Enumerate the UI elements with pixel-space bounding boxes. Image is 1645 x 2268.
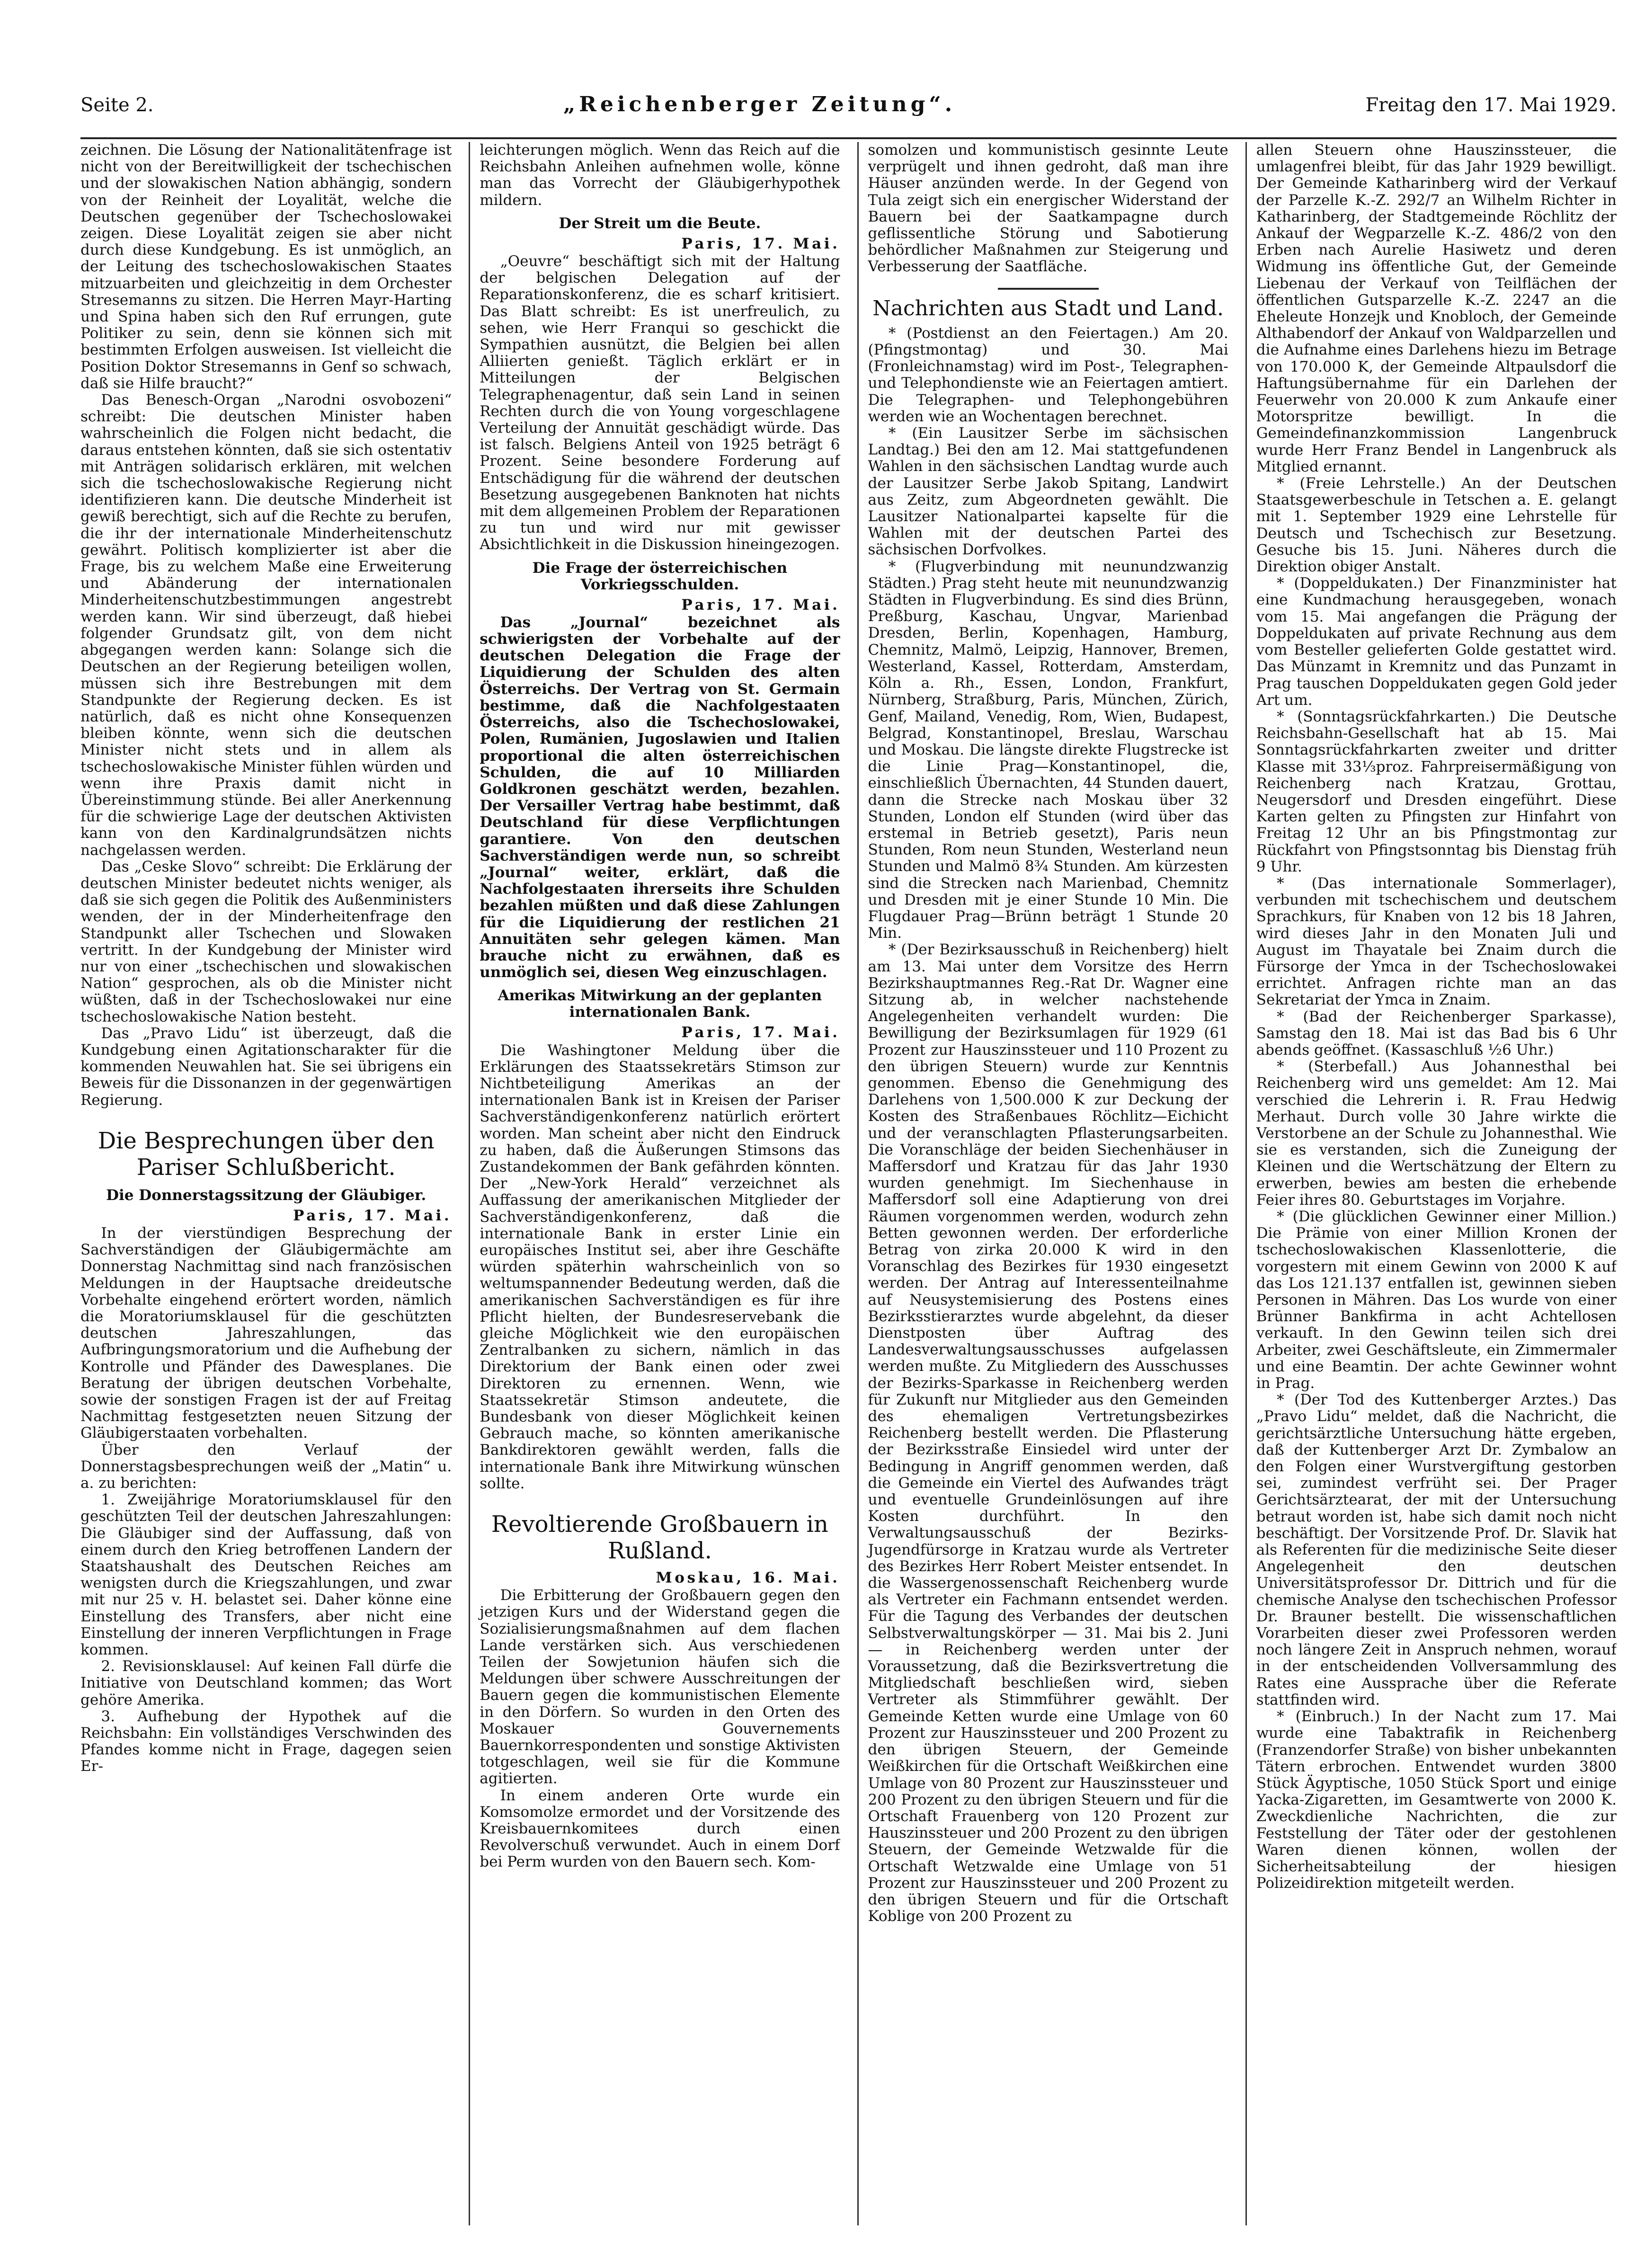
page-number: Seite 2. (80, 94, 154, 116)
article-paragraph: 2. Revisionsklausel: Auf keinen Fall dürfe die Initiative von Deutschland kommen; das Wort gehöre Amerika. (80, 1658, 452, 1708)
headline: Die Besprechungen über den Pariser Schlußbericht. (98, 1127, 435, 1181)
news-item: * (Einbruch.) In der Nacht zum 17. Mai wurde eine Tabaktrafik in Reichenberg (Franzendorfer Straße) von bisher unbekannten Tätern erbrochen. Entwendet wurden 3800 Stück Ägyptische, 1050 Stück Sport und einige Yacka-Zigaretten, im Gesamtwerte von 2000 K. Zweckdienliche Nachrichten, die zur Feststellung der Täter oder der gestohlenen Waren dienen können, wollen der Sicherheitsabteilung der hiesigen Polizeidirektion mitgeteilt werden. (1256, 1708, 1617, 1892)
column-4 (1245, 142, 1617, 2225)
article-paragraph: 3. Aufhebung der Hypothek auf die Reichsbahn: Ein vollständiges Verschwinden des Pfandes komme nicht in Frage, dagegen seien Er- (80, 1708, 452, 1775)
article-paragraph: Die Washingtoner Meldung über die Erklärungen des Staatssekretärs Stimson zur Nichtbeteiligung Amerikas an der internationalen Bank ist in Kreisen der Pariser Sachverständigenkonferenz natürlich erörtert worden. Man scheint aber nicht den Eindruck zu haben, daß die Äußerungen Stimsons das Zustandekommen der Bank gefährden könnten. Der „New-York Herald“ verzeichnet als Auffassung der amerikanischen Mitglieder der Sachverständigenkonferenz, daß die internationale Bank in erster Linie ein europäisches Institut sei, aber ihre Geschäfte würden späterhin wahrscheinlich von so weltumspannender Bedeutung werden, daß die amerikanischen Sachverständigen es für ihre Pflicht hielten, der Bundesreservebank die gleiche Möglichkeit wie den europäischen Zentralbanken zu sichern, nämlich in das Direktorium der Bank einen oder zwei Direktoren zu ernennen. Wenn, wie Staatssekretär Stimson andeutete, die Bundesbank von dieser Möglichkeit keinen Gebrauch mache, so könnten amerikanische Bankdirektoren gewählt werden, falls die internationale Bank ihre Mitwirkung wünschen sollte. (480, 1041, 840, 1492)
news-item: * (Sonntagsrückfahrkarten.) Die Deutsche Reichsbahn-Gesellschaft hat ab 15. Mai Sonntagsrückfahrkarten zweiter und dritter Klasse mit 33⅓proz. Fahrpreisermäßigung von Reichenberg nach Kratzau, Grottau, Neugersdorf und Dresden eingeführt. Diese Karten gelten zu Pfingsten zur Hinfahrt von Freitag 12 Uhr an bis Pfingstmontag zur Rückfahrt von Pfingstsonntag bis Dienstag früh 9 Uhr. (1256, 708, 1617, 875)
article-paragraph: leichterungen möglich. Wenn das Reich auf die Reichsbahn Anleihen aufnehmen wolle, könne man das Vorrecht der Gläubigerhypothek mildern. (480, 142, 840, 209)
headline: Revoltierende Großbauern in Rußland. (491, 1511, 828, 1565)
article-paragraph: Über den Verlauf der Donnerstagsbesprechungen weiß der „Matin“ u. a. zu berichten: (80, 1441, 452, 1492)
article-paragraph: 1. Zweijährige Moratoriumsklausel für den geschützten Teil der deutschen Jahreszahlungen: Die Gläubiger sind der Auffassung, daß von einem durch den Krieg betroffenen Landern der Staatshaushalt des Deutschen Reiches am wenigsten durch die Kriegszahlungen, und zwar mit nur 25 v. H. belastet sei. Daher könne eine Einstellung des Transfers, aber nicht eine Einstellung der inneren Verpflichtungen in Frage kommen. (80, 1491, 452, 1659)
dateline: Paris, 17. Mai. (293, 1207, 452, 1224)
news-item: * (Das internationale Sommerlager), verbunden mit tschechischem und deutschem Sprachkurs, für Knaben von 12 bis 18 Jahren, wird dieses Jahr in den Monaten Juli und August im Thayatale bei Znaim durch die Fürsorge der Ymca in der Tschechoslowakei errichtet. Anfragen richte man an das Sekretariat der Ymca in Znaim. (1256, 874, 1617, 1009)
news-item: * (Doppeldukaten.) Der Finanzminister hat eine Kundmachung herausgegeben, wonach vom 15. Mai angefangen die Prägung der Doppeldukaten auf private Rechnung aus dem vom Besteller gelieferten Golde gestattet wird. Das Münzamt in Kremnitz und das Punzamt in Prag tauschen Doppeldukaten gegen Gold jeder Art um. (1256, 575, 1617, 709)
article-paragraph: „Oeuvre“ beschäftigt sich mit der Haltung der belgischen Delegation auf der Reparationskonferenz, die es scharf kritisiert. Das Blatt schreibt: Es ist unerfreulich, zu sehen, wie Herr Franqui so geschickt die Sympathien ausnützt, die Belgien bei allen Alliierten genießt. Täglich erklärt er in Mitteilungen der Belgischen Telegraphenagentur, daß sein Land in seinen Rechten durch die von Young vorgeschlagene Verteilung der Annuität geschädigt würde. Das ist falsch. Belgiens Anteil von 1925 beträgt 6 Prozent. Seine besondere Forderung auf Entschädigung für die während der deutschen Besetzung ausgegebenen Banknoten hat nichts mit dem allgemeinen Problem der Reparationen zu tun und wird nur mit gewisser Absichtlichkeit in die Diskussion hineingezogen. (480, 253, 840, 553)
news-item: allen Steuern ohne Hauszinssteuer, die umlagenfrei bleibt, für das Jahr 1929 bewilligt. Der Gemeinde Katharinberg wird der Verkauf der Parzelle K.-Z. 292/7 an Wilhelm Richter in Katharinberg, der Stadtgemeinde Röchlitz der Ankauf der Wegparzelle K.-Z. 486/2 von den Erben nach Aurelie Hasiwetz und deren Widmung ins öffentliche Gut, der Gemeinde Liebenau der Verkauf von Teilflächen der öffentlichen Gutsparzelle K.-Z. 2247 an die Eheleute Honzejk und Knobloch, der Gemeinde Althabendorf der Ankauf von Waldparzellen und die Aufnahme eines Darlehens hiezu im Betrage von 170.000 K, der Gemeinde Altpaulsdorf die Haftungsübernahme für ein Darlehen der Feuerwehr von 20.000 K zum Ankaufe einer Motorspritze bewilligt. In die Gemeindefinanzkommission Langenbruck wurde Herr Franz Bendel in Langenbruck als Mitglied ernannt. (1256, 142, 1617, 475)
column-3 (857, 142, 1228, 2225)
article-paragraph: In einem anderen Orte wurde ein Komsomolze ermordet und der Vorsitzende des Kreisbauernkomitees durch einen Revolverschuß verwundet. Auch in einem Dorf bei Perm wurden von den Bauern sech. Kom- (480, 1787, 840, 1871)
article-paragraph: Das Benesch-Organ „Narodni osvobozeni“ schreibt: Die deutschen Minister haben wahrscheinlich die Folgen nicht bedacht, die daraus entstehen könnten, daß sie sich ostentativ mit Anträgen solidarisch erklären, mit welchen sich die tschechoslowakische Regierung nicht identifizieren kann. Die deutsche Minderheit ist gewiß berechtigt, sich auf die Rechte zu berufen, die ihr der internationale Minderheitenschutz gewährt. Politisch komplizierter ist aber die Frage, bis zu welchem Maße eine Erweiterung und Abänderung der internationalen Minderheitenschutzbestimmungen angestrebt werden kann. Wir sind überzeugt, daß hiebei folgender Grundsatz gilt, von dem nicht abgegangen werden kann: Solange sich die Deutschen an der Regierung beteiligen wollen, müssen sich ihre Bestrebungen mit dem Standpunkte der Regierung decken. Es ist natürlich, daß es nicht ohne Konsequenzen bleiben könnte, wenn sich die deutschen Minister nicht stets und in allem als tschechoslowakische Minister fühlen würden und wenn ihre Praxis damit nicht in Übereinstimmung stünde. Bei aller Anerkennung für die schwierige Lage der deutschen Aktivisten kann von den Kardinalgrundsätzen nichts nachgelassen werden. (80, 391, 452, 859)
dateline: Moskau, 16. Mai. (656, 1569, 840, 1587)
columns (80, 142, 1617, 2225)
article-paragraph: In der vierstündigen Besprechung der Sachverständigen der Gläubigermächte am Donnerstag Nachmittag sind nach französischen Meldungen in der Hauptsache dreideutsche Vorbehalte eingehend erörtert worden, nämlich die Moratoriumsklausel für die geschützten deutschen Jahreszahlungen, das Aufbringungsmoratorium und die Aufhebung der Kontrolle und Pfänder des Dawesplanes. Die Beratung der übrigen deutschen Vorbehalte, sowie der sonstigen Fragen ist der auf Freitag Nachmittag festgesetzten neuen Sitzung der Gläubigerstaaten vorbehalten. (80, 1224, 452, 1442)
dateline: Paris, 17. Mai. (681, 596, 840, 614)
news-item: * (Freie Lehrstelle.) An der Deutschen Staatsgewerbeschule in Tetschen a. E. gelangt mit 1. September 1929 eine Lehrstelle für Deutsch und Tschechisch zur Besetzung. Gesuche bis 15. Juni. Näheres durch die Direktion obiger Anstalt. (1256, 475, 1617, 576)
article-paragraph: Das „Pravo Lidu“ ist überzeugt, daß die Kundgebung einen Agitationscharakter für die kommenden Neuwahlen hat. Sie sei übrigens ein Beweis für die Dissonanzen in der gegenwärtigen Regierung. (80, 1024, 452, 1109)
article-paragraph: zeichnen. Die Lösung der Nationalitätenfrage ist nicht von der Bereitwilligkeit der tschechischen und der slowakischen Nation abhängig, sondern von der Reinheit der Loyalität, welche die Deutschen gegenüber der Tschechoslowakei zeigen. Diese Loyalität zeigen sie aber nicht durch diese Kundgebung. Es ist unmöglich, an der Leitung des tschechoslowakischen Staates mitzuarbeiten und gleichzeitig in dem Orchester Stresemanns zu sitzen. Die Herren Mayr-Harting und Spina haben sich den Ruf errungen, gute Politiker zu sein, denn sie können sich mit bestimmten Erfolgen ausweisen. Ist vielleicht die Position Doktor Stresemanns in Genf so schwach, daß sie Hilfe braucht?“ (80, 142, 452, 392)
article-paragraph: Das „Ceske Slovo“ schreibt: Die Erklärung der deutschen Minister bedeutet nichts weniger, als daß sie sich gegen die Politik des Außenministers wenden, der in der Minderheitenfrage den Standpunkt aller Tschechen und Slowaken vertritt. In der Kundgebung der Minister wird nur von einer „tschechischen und slowakischen Nation“ gesprochen, als ob die Minister nicht wüßten, daß in der Tschechoslowakei nur eine tschechoslowakische Nation besteht. (80, 858, 452, 1025)
header-rule (80, 137, 1617, 139)
news-item: * (Der Bezirksausschuß in Reichenberg) hielt am 13. Mai unter dem Vorsitze des Herrn Bezirkshauptmannes Reg.-Rat Dr. Wagner eine Sitzung ab, in welcher nachstehende Angelegenheiten verhandelt wurden: Die Bewilligung der Bezirksumlagen für 1929 (61 Prozent zur Hauszinssteuer und 110 Prozent zu den übrigen Steuern) wurde zur Kenntnis genommen. Ebenso die Genehmigung des Darlehens von 1,500.000 K zur Deckung der Kosten des Straßenbaues Röchlitz—Eichicht und der veranschlagten Pflasterungsarbeiten. Die Voranschläge der beiden Siechenhäuser in Maffersdorf und Kratzau für das Jahr 1930 wurden genehmigt. Im Siechenhause in Maffersdorf soll eine Adaptierung von drei Räumen vorgenommen werden, wodurch zehn Betten gewonnen werden. Der erforderliche Betrag von zirka 20.000 K wird in den Voranschlag des Bezirkes für 1930 eingesetzt werden. Der Antrag auf Interessenteilnahme auf Neusystemisierung des Postens eines Bezirksstierarztes wurde abgelehnt, da dieser Dienstposten über Auftrag des Landesverwaltungsausschusses aufgelassen werden mußte. Zu Mitgliedern des Ausschusses der Bezirks-Sparkasse in Reichenberg werden für Zukunft nur Mitglieder aus den Gemeinden des ehemaligen Vertretungsbezirkes Reichenberg bestellt werden. Die Pflasterung der Bezirksstraße Einsiedel wird unter der Bedingung in Angriff genommen werden, daß die Gemeinde ein Viertel des Aufwandes trägt und eventuelle Grundeinlösungen auf ihre Kosten durchführt. In den Verwaltungsausschuß der Bezirks-Jugendfürsorge in Kratzau wurde als Vertreter des Bezirkes Herr Robert Meister entsendet. In die Wassergenossenschaft Reichenberg wurde als Vertreter ein Fachmann entsendet werden. Für die Tagung des Verbandes der deutschen Selbstverwaltungskörper — 31. Mai bis 2. Juni — in Reichenberg werden unter der Voraussetzung, daß die Bezirksvertretung die Mitgliedschaft beschließen wird, sieben Vertreter als Stimmführer gewählt. Der Gemeinde Ketten wurde eine Umlage von 60 Prozent zur Hauszinssteuer und 200 Prozent zu den übrigen Steuern, der Gemeinde Weißkirchen für die Ortschaft Weißkirchen eine Umlage von 80 Prozent zur Hauszinssteuer und 200 Prozent zu den übrigen Steuern und für die Ortschaft Frauenberg von 120 Prozent zur Hauszinssteuer und 200 Prozent zu den übrigen Steuern, der Gemeinde Wetzwalde für die Ortschaft Wetzwalde eine Umlage von 51 Prozent zur Hauszinssteuer und 200 Prozent zu den übrigen Steuern und für die Ortschaft Koblige von 200 Prozent zu (868, 941, 1228, 1925)
news-item: * (Die glücklichen Gewinner einer Million.) Die Prämie von einer Million Kronen der tschechoslowakischen Klassenlotterie, die vorgestern mit einem Gewinn von 2000 K auf das Los 121.137 entfallen ist, gewinnen sieben Personen in Mähren. Das Los wurde von einer Brünner Bankfirma in acht Achtellosen verkauft. In den Gewinn teilen sich drei Arbeiter, zwei Geschäftsleute, ein Zimmermaler und eine Beamtin. Der achte Gewinner wohnt in Prag. (1256, 1208, 1617, 1392)
article-paragraph: Das „Journal“ bezeichnet als schwierigsten der Vorbehalte auf der deutschen Delegation die Frage der Liquidierung der Schulden des alten Österreichs. Der Vertrag von St. Germain bestimme, daß die Nachfolgestaaten Österreichs, also die Tschechoslowakei, Polen, Rumänien, Jugoslawien und Italien proportional die alten österreichischen Schulden, die auf 10 Milliarden Goldkronen geschätzt werden, bezahlen. Der Versailler Vertrag habe bestimmt, daß Deutschland für diese Verpflichtungen garantiere. Von den deutschen Sachverständigen werde nun, so schreibt „Journal“ weiter, erklärt, daß die Nachfolgestaaten ihrerseits ihre Schulden bezahlen müßten und daß diese Zahlungen für die Liquidierung der restlichen 21 Annuitäten sehr gelegen kämen. Man brauche nicht zu erwähnen, daß es unmöglich sei, diesen Weg einzuschlagen. (480, 614, 840, 981)
news-item: * (Postdienst an den Feiertagen.) Am 20. (Pfingstmontag) und 30. Mai (Fronleichnamstag) wird im Post-, Telegraphen- und Telephondienste wie an Feiertagen amtiert. Die Telegraphen- und Telephongebühren werden wie an Wochentagen berechnet. (868, 324, 1228, 425)
dateline: Paris, 17. Mai. (681, 1024, 840, 1041)
news-item: * (Sterbefall.) Aus Johannesthal bei Reichenberg wird uns gemeldet: Am 12. Mai verschied die Lehrerin i. R. Frau Hedwig Merhaut. Durch volle 30 Jahre wirkte die Verstorbene an der Schule zu Johannesthal. Wie sie es verstanden, sich die Zuneigung der Kleinen und die Wertschätzung der Eltern zu erwerben, bewies am besten die erhebende Feier ihres 80. Geburtstages im Vorjahre. (1256, 1058, 1617, 1209)
headline: Die Frage der österreichischen Vorkriegsschulden. (532, 559, 788, 593)
article-paragraph: Die Erbitterung der Großbauern gegen den jetzigen Kurs und der Widerstand gegen die Sozialisierungsmaßnahmen auf dem flachen Lande verstärken sich. Aus verschiedenen Teilen der Sowjetunion häufen sich die Meldungen über schwere Ausschreitungen der Bauern gegen die kommunistischen Elemente in den Dörfern. So wurden in den Orten des Moskauer Gouvernements Bauernkorrespondenten und sonstige Aktivisten totgeschlagen, weil sie für die Kommune agitierten. (480, 1587, 840, 1788)
news-item: * (Der Tod des Kuttenberger Arztes.) Das „Pravo Lidu“ meldet, daß die Nachricht, die gerichtsärztliche Untersuchung hätte ergeben, daß der Kuttenberger Arzt Dr. Zymbalow an den Folgen einer Wurstvergiftung gestorben sei, zumindest verfrüht sei. Der Prager Gerichtsärztearat, der mit der Untersuchung betraut worden ist, habe sich damit noch nicht beschäftigt. Der Vorsitzende Prof. Dr. Slavik hat als Referenten für die medizinische Seite dieser Angelegenheit den deutschen Universitätsprofessor Dr. Dittrich und für die chemische Analyse den tschechischen Professor Dr. Brauner bestellt. Die wissenschaftlichen Vorarbeiten dieser zwei Professoren werden noch längere Zeit in Anspruch nehmen, worauf in der entscheidenden Vollversammlung des Rates eine Aussprache über die Referate stattfinden wird. (1256, 1391, 1617, 1708)
news-item: * (Bad der Reichenberger Sparkasse), Samstag den 18. Mai ist das Bad bis 6 Uhr abends geöffnet. (Kassaschluß ½6 Uhr.) (1256, 1008, 1617, 1058)
article-paragraph: somolzen und kommunistisch gesinnte Leute verprügelt und ihnen gedroht, daß man ihre Häuser anzünden werde. In der Gegend von Tula zeigt sich ein energischer Widerstand der Bauern bei der Saatkampagne durch geflissentliche Störung und Sabotierung behördlicher Maßnahmen zur Steigerung und Verbesserung der Saatfläche. (868, 142, 1228, 276)
newspaper-title: „Reichenberger Zeitung“. (563, 92, 956, 116)
dateline: Paris, 17. Mai. (681, 235, 840, 252)
news-item: * (Ein Lausitzer Serbe im sächsischen Landtag.) Bei den am 12. Mai stattgefundenen Wahlen in den sächsischen Landtag wurde auch der Lausitzer Serbe Jakob Spitang, Landwirt aus Zeitz, zum Abgeordneten gewählt. Die Lausitzer Nationalpartei kapselte für die Wahlen mit der deutschen Partei des sächsischen Dorfvolkes. (868, 425, 1228, 559)
section-headline: Nachrichten aus Stadt und Land. (872, 296, 1224, 320)
issue-date: Freitag den 17. Mai 1929. (1365, 94, 1617, 116)
page-header (80, 92, 1617, 135)
section-divider (998, 288, 1099, 290)
column-1 (80, 142, 452, 2225)
headline: Der Streit um die Beute. (559, 214, 761, 232)
column-2 (469, 142, 840, 2225)
subheadline: Die Donnerstagssitzung der Gläubiger. (106, 1186, 427, 1204)
headline: Amerikas Mitwirkung an der geplanten internationalen Bank. (498, 987, 822, 1021)
news-item: * (Flugverbindung mit neunundzwanzig Städten.) Prag steht heute mit neunundzwanzig Städten in Flugverbindung. Es sind dies Brünn, Preßburg, Kaschau, Ungvar, Marienbad Dresden, Berlin, Kopenhagen, Hamburg, Chemnitz, Malmö, Leipzig, Hannover, Bremen, Westerland, Kassel, Rotterdam, Amsterdam, Köln a. Rh., Essen, London, Frankfurt, Nürnberg, Straßburg, Paris, München, Zürich, Genf, Mailand, Venedig, Rom, Wien, Budapest, Belgrad, Konstantinopel, Breslau, Warschau und Moskau. Die längste direkte Flugstrecke ist die Linie Prag—Konstantinopel, die, einschließlich Übernachten, 44 Stunden dauert, dann die Strecke nach Moskau über 32 Stunden, London elf Stunden (wird über das erstemal in Betrieb gesetzt), Paris neun Stunden, Rom neun Stunden, Westerland neun Stunden und Malmö 8¾ Stunden. Am kürzesten sind die Strecken nach Marienbad, Chemnitz und Dresden mit je einer Stunde 10 Min. Die Flugdauer Prag—Brünn beträgt 1 Stunde 20 Min. (868, 558, 1228, 942)
